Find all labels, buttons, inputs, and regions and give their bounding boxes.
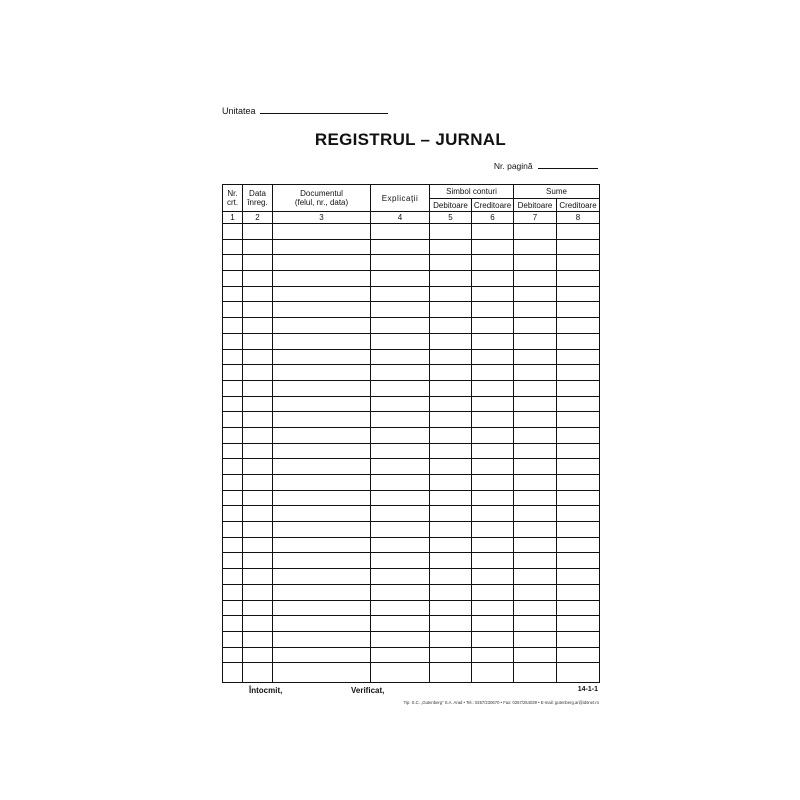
table-cell [371,616,430,632]
table-cell [430,412,472,428]
col-sume-creditoare: Creditoare [557,199,600,212]
table-cell [243,506,273,522]
table-cell [557,647,600,663]
table-cell [223,271,243,287]
table-row [223,318,600,334]
table-cell [514,286,557,302]
table-cell [243,318,273,334]
table-cell [557,663,600,683]
table-cell [243,396,273,412]
table-cell [273,396,371,412]
table-cell [557,600,600,616]
table-row [223,522,600,538]
col-sume-header: Sume [514,185,600,199]
table-cell [472,490,514,506]
table-cell [223,224,243,240]
table-cell [371,412,430,428]
table-cell [243,333,273,349]
table-cell [273,475,371,491]
table-cell [223,302,243,318]
table-cell [472,318,514,334]
table-cell [273,412,371,428]
table-cell [223,569,243,585]
unit-blank-line [260,104,388,114]
table-cell [514,396,557,412]
table-cell [557,333,600,349]
table-row [223,380,600,396]
table-cell [557,522,600,538]
table-cell [430,537,472,553]
table-cell [243,443,273,459]
table-cell [557,239,600,255]
table-cell [557,255,600,271]
table-cell [273,239,371,255]
table-cell [430,318,472,334]
table-cell [371,427,430,443]
table-row [223,412,600,428]
table-cell [223,396,243,412]
table-cell [273,631,371,647]
table-cell [430,365,472,381]
table-cell [371,600,430,616]
table-cell [472,239,514,255]
col-sume-debitoare: Debitoare [514,199,557,212]
table-cell [514,600,557,616]
table-cell [243,459,273,475]
journal-table [222,184,600,683]
table-row [223,600,600,616]
table-cell [430,631,472,647]
table-cell [514,631,557,647]
table-cell [371,396,430,412]
table-cell [514,443,557,459]
table-row [223,349,600,365]
table-cell [243,255,273,271]
table-cell [472,255,514,271]
table-cell [557,490,600,506]
table-cell [273,318,371,334]
table-cell [273,553,371,569]
table-cell [430,443,472,459]
table-row [223,365,600,381]
table-cell [557,631,600,647]
table-cell [223,318,243,334]
table-cell [243,584,273,600]
table-cell [472,380,514,396]
table-cell [223,286,243,302]
table-row [223,569,600,585]
table-cell [243,553,273,569]
table-cell [430,239,472,255]
table-cell [371,522,430,538]
page-label: Nr. pagină [493,161,533,171]
table-cell [472,537,514,553]
table-cell [371,255,430,271]
table-cell [371,333,430,349]
table-cell [514,647,557,663]
table-cell [273,443,371,459]
table-cell [430,255,472,271]
table-cell [472,522,514,538]
table-cell [430,302,472,318]
col-number: 5 [430,212,472,224]
table-cell [557,553,600,569]
table-cell [223,365,243,381]
table-cell [371,443,430,459]
table-cell [430,616,472,632]
table-cell [273,255,371,271]
table-cell [514,224,557,240]
table-cell [557,286,600,302]
table-cell [371,553,430,569]
table-cell [371,506,430,522]
table-cell [557,224,600,240]
table-cell [514,318,557,334]
table-cell [371,349,430,365]
table-cell [472,224,514,240]
table-cell [430,333,472,349]
col-number: 4 [371,212,430,224]
table-cell [371,380,430,396]
col-number: 1 [223,212,243,224]
table-cell [371,239,430,255]
table-cell [557,380,600,396]
table-row [223,239,600,255]
table-row [223,443,600,459]
table-cell [243,286,273,302]
table-cell [223,333,243,349]
table-cell [472,333,514,349]
unit-label: Unitatea [222,106,256,116]
table-cell [472,506,514,522]
table-cell [514,333,557,349]
table-cell [371,663,430,683]
table-cell [223,647,243,663]
table-cell [243,600,273,616]
table-cell [273,224,371,240]
table-row [223,302,600,318]
table-cell [472,271,514,287]
col-document-header: Documentul (felul, nr., data) [273,185,371,212]
table-cell [273,365,371,381]
page-number-field [494,160,598,171]
table-cell [243,271,273,287]
table-cell [472,302,514,318]
table-row [223,224,600,240]
table-cell [514,365,557,381]
table-cell [371,490,430,506]
table-cell [273,380,371,396]
table-cell [223,522,243,538]
table-cell [557,427,600,443]
table-cell [472,459,514,475]
table-cell [514,302,557,318]
table-row [223,553,600,569]
table-cell [557,459,600,475]
table-row [223,616,600,632]
table-cell [243,302,273,318]
table-cell [243,490,273,506]
table-cell [557,302,600,318]
table-cell [273,616,371,632]
table-row [223,396,600,412]
table-cell [223,475,243,491]
table-cell [223,600,243,616]
table-cell [514,537,557,553]
table-cell [514,522,557,538]
col-number: 3 [273,212,371,224]
table-cell [472,286,514,302]
table-cell [243,663,273,683]
table-cell [223,412,243,428]
table-cell [223,443,243,459]
table-cell [243,412,273,428]
table-cell [514,616,557,632]
table-cell [223,349,243,365]
table-cell [472,663,514,683]
table-cell [223,380,243,396]
column-number-row [223,212,600,224]
table-cell [472,412,514,428]
table-cell [514,380,557,396]
table-cell [430,522,472,538]
table-cell [243,365,273,381]
prepared-by-label: Întocmit, [249,686,283,695]
table-row [223,475,600,491]
table-cell [472,396,514,412]
table-cell [514,553,557,569]
table-row [223,647,600,663]
table-cell [243,522,273,538]
table-cell [223,616,243,632]
table-cell [430,553,472,569]
col-simbol-conturi-header: Simbol conturi [430,185,514,199]
unit-field [222,104,388,116]
page-blank-line [538,160,598,169]
table-cell [514,506,557,522]
table-cell [273,600,371,616]
table-cell [273,459,371,475]
table-row [223,333,600,349]
col-number: 2 [243,212,273,224]
table-cell [472,349,514,365]
table-cell [223,537,243,553]
table-cell [223,490,243,506]
col-number: 8 [557,212,600,224]
col-number: 7 [514,212,557,224]
table-body [223,224,600,683]
table-cell [223,506,243,522]
table-cell [371,647,430,663]
table-cell [514,459,557,475]
table-cell [514,255,557,271]
table-cell [557,412,600,428]
table-cell [430,506,472,522]
table-cell [430,459,472,475]
table-row [223,255,600,271]
table-cell [514,663,557,683]
table-cell [273,537,371,553]
table-cell [472,569,514,585]
table-cell [430,569,472,585]
table-cell [371,365,430,381]
verified-by-label: Verificat, [351,686,385,695]
table-cell [223,239,243,255]
table-row [223,427,600,443]
table-cell [223,663,243,683]
table-cell [273,584,371,600]
col-number: 6 [472,212,514,224]
table-cell [371,631,430,647]
table-cell [243,537,273,553]
table-cell [557,318,600,334]
table-cell [243,380,273,396]
table-cell [472,584,514,600]
table-cell [472,647,514,663]
table-cell [430,600,472,616]
table-cell [243,224,273,240]
table-cell [273,302,371,318]
document-title: REGISTRUL – JURNAL [314,130,507,149]
table-row [223,490,600,506]
table-cell [430,584,472,600]
table-cell [223,584,243,600]
table-cell [514,427,557,443]
table-cell [472,553,514,569]
table-cell [273,522,371,538]
table-cell [472,600,514,616]
table-cell [223,427,243,443]
table-cell [273,427,371,443]
table-cell [371,459,430,475]
table-cell [273,569,371,585]
table-row [223,584,600,600]
table-cell [557,475,600,491]
table-cell [371,286,430,302]
table-cell [371,224,430,240]
col-nr-header: Nr. crt. [223,185,243,212]
table-cell [273,663,371,683]
table-cell [430,427,472,443]
table-cell [514,271,557,287]
table-row [223,286,600,302]
table-cell [223,459,243,475]
table-cell [557,616,600,632]
table-cell [557,443,600,459]
table-cell [371,271,430,287]
table-cell [243,631,273,647]
table-cell [243,475,273,491]
printer-imprint: Tip. S.C. „Gutenberg” S.A. Arad • Tel.: 0257/230670 • Fax: 0257/254039 • E-mail: gutenberg.ar@idsnet.ro [403,700,599,705]
table-cell [243,647,273,663]
table-cell [430,380,472,396]
table-cell [557,271,600,287]
table-row [223,459,600,475]
table-cell [371,584,430,600]
table-cell [430,224,472,240]
table-cell [472,365,514,381]
table-row [223,506,600,522]
table-cell [430,490,472,506]
table-cell [514,475,557,491]
table-cell [430,663,472,683]
table-cell [472,631,514,647]
table-cell [514,412,557,428]
table-cell [223,631,243,647]
table-cell [273,506,371,522]
table-cell [430,396,472,412]
table-cell [223,553,243,569]
table-cell [557,569,600,585]
table-cell [430,475,472,491]
table-cell [371,475,430,491]
table-cell [243,239,273,255]
table-cell [371,302,430,318]
table-cell [273,286,371,302]
col-explicatii-header: Explicaţii [371,185,430,212]
table-cell [514,239,557,255]
table-cell [472,427,514,443]
table-cell [223,255,243,271]
table-cell [557,537,600,553]
table-row [223,537,600,553]
table-cell [514,584,557,600]
table-row [223,663,600,683]
table-cell [514,569,557,585]
table-cell [430,271,472,287]
table-cell [273,349,371,365]
table-cell [273,333,371,349]
table-cell [273,490,371,506]
table-cell [472,475,514,491]
table-cell [430,286,472,302]
table-cell [430,349,472,365]
table-cell [557,396,600,412]
table-cell [243,427,273,443]
table-cell [273,647,371,663]
col-data-header: Data înreg. [243,185,273,212]
table-row [223,631,600,647]
table-cell [557,365,600,381]
table-cell [472,443,514,459]
table-cell [243,349,273,365]
table-cell [430,647,472,663]
table-cell [243,569,273,585]
table-cell [371,318,430,334]
table-cell [514,349,557,365]
table-row [223,271,600,287]
col-simbol-debitoare: Debitoare [430,199,472,212]
col-simbol-creditoare: Creditoare [472,199,514,212]
table-cell [243,616,273,632]
table-cell [472,616,514,632]
table-cell [557,506,600,522]
table-cell [273,271,371,287]
table-cell [557,349,600,365]
table-cell [514,490,557,506]
table-cell [557,584,600,600]
form-code: 14-1-1 [577,686,598,693]
table-cell [371,569,430,585]
table-cell [371,537,430,553]
